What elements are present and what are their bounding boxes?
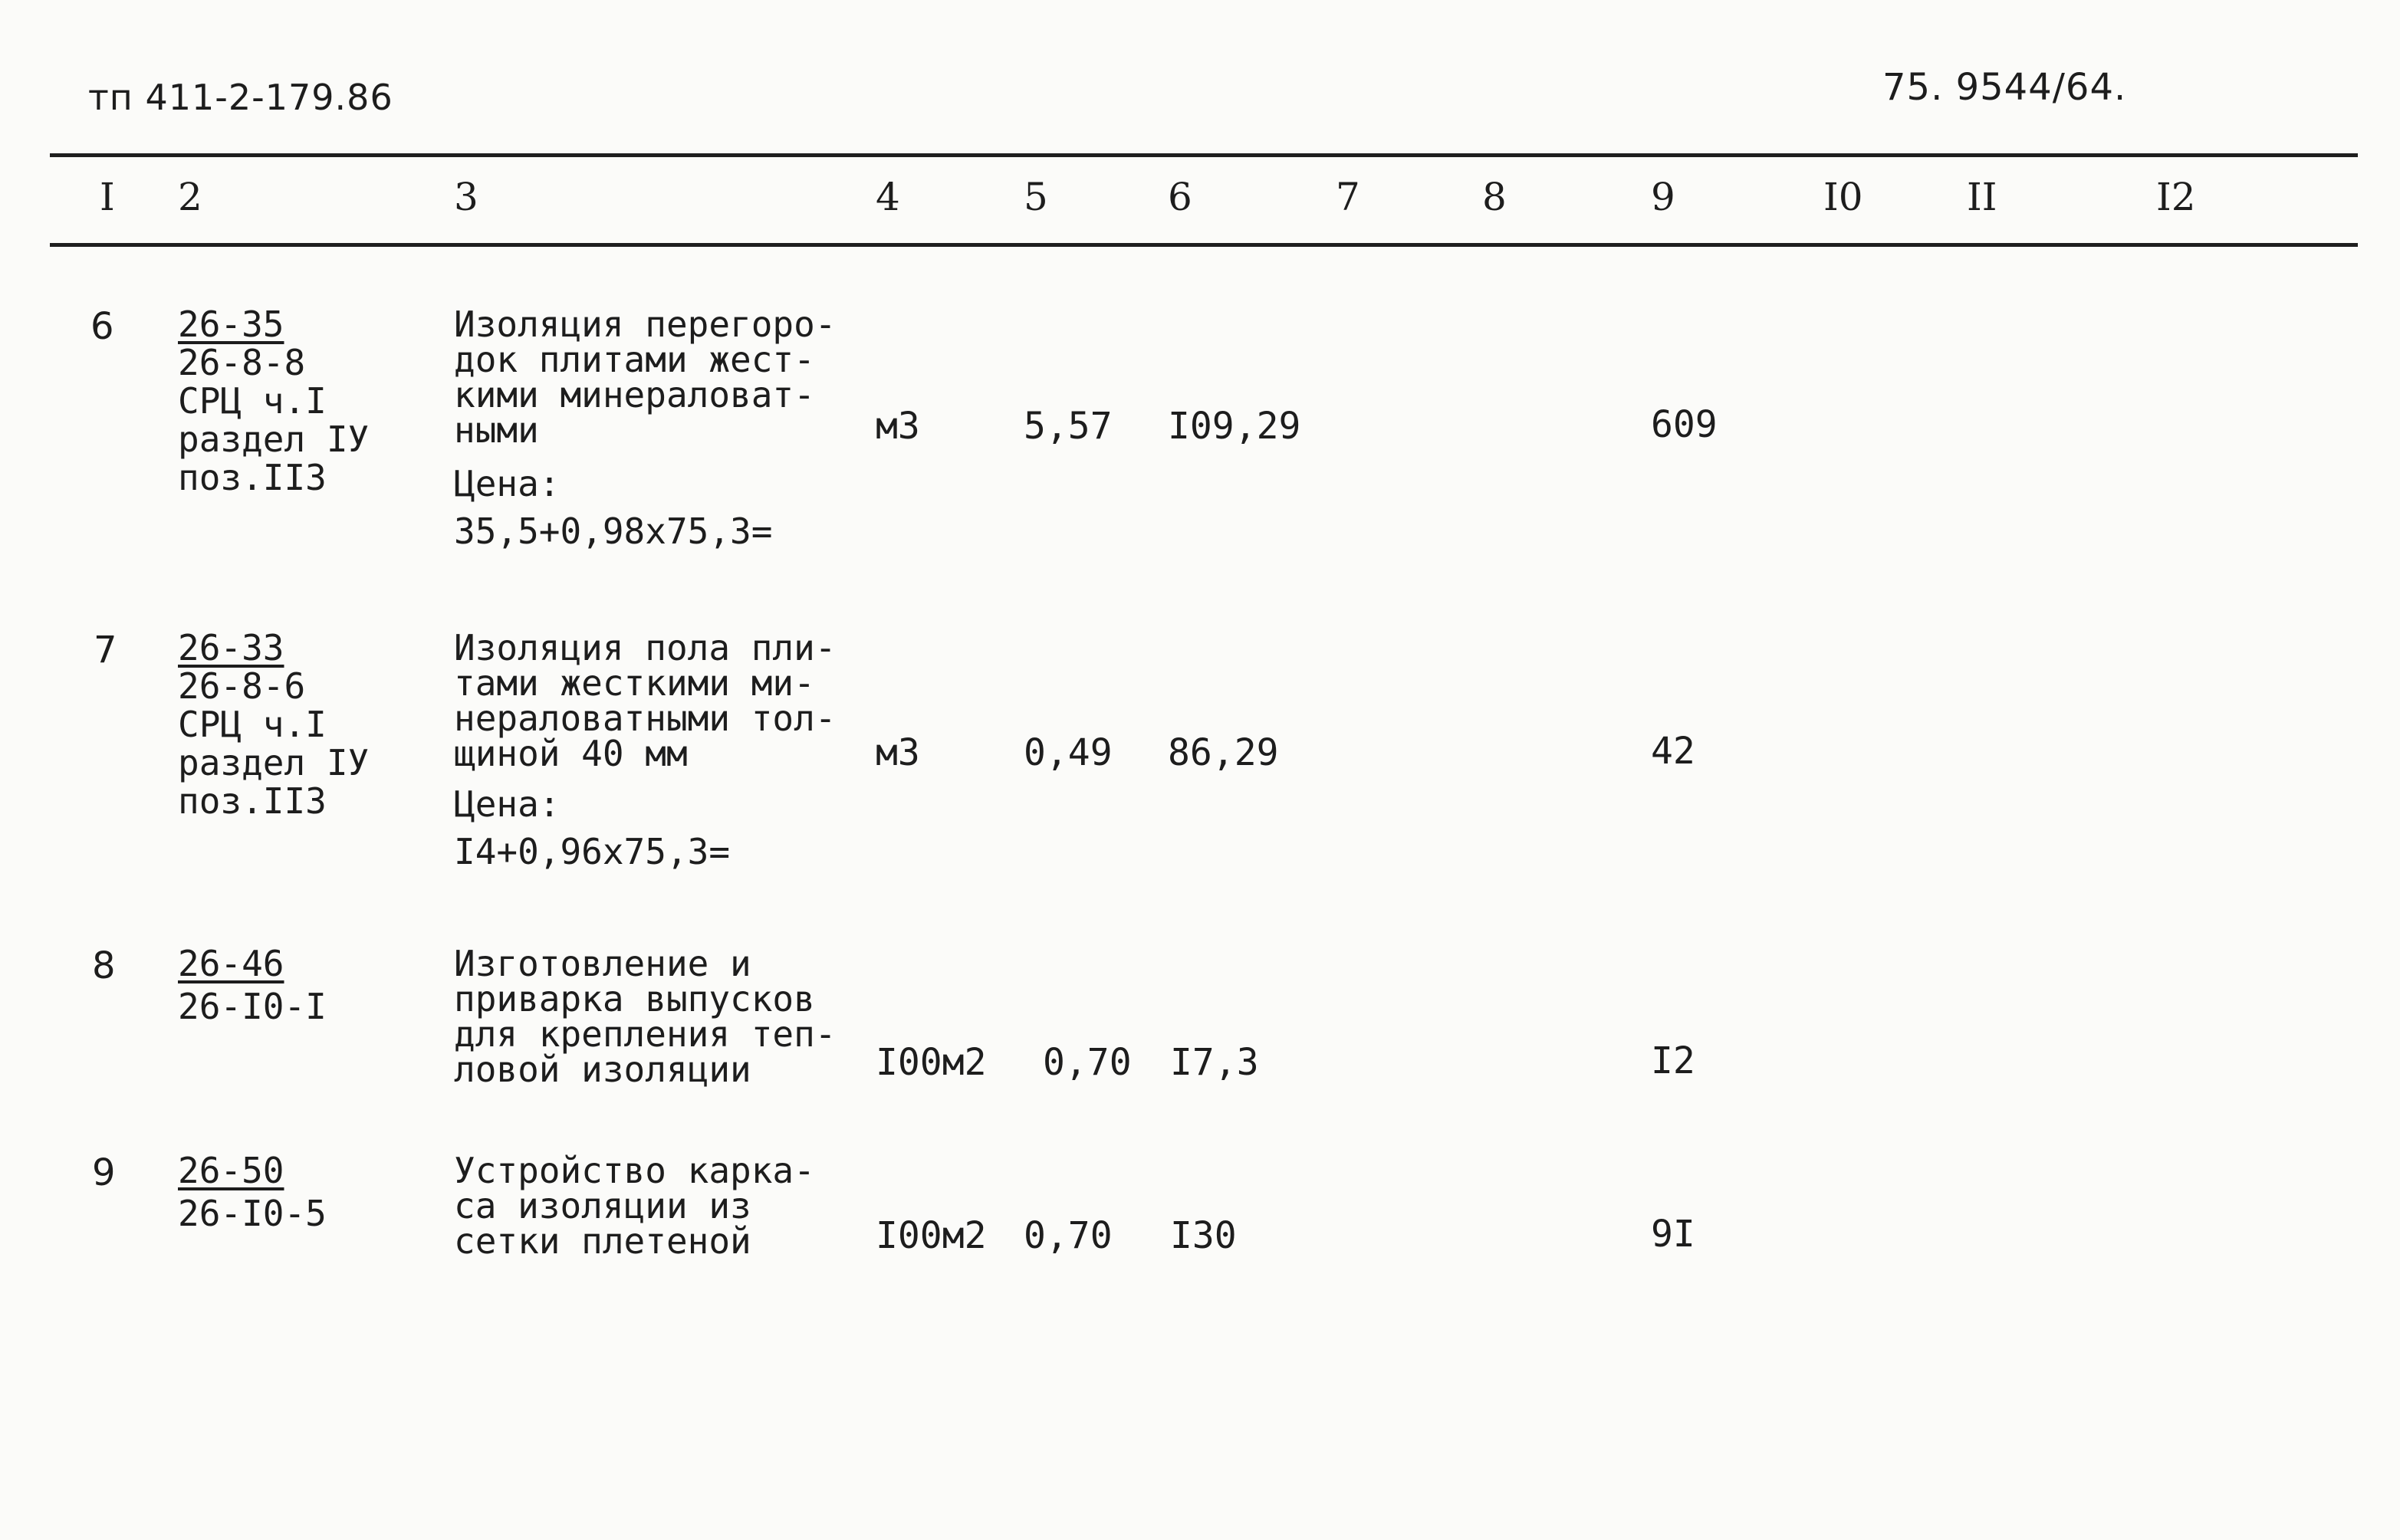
column-header-2: 2 <box>178 175 202 219</box>
description-line: Изоляция пола пли- <box>454 627 837 668</box>
norm-code-line: 26-8-8 <box>178 342 306 383</box>
description-line: приварка выпусков <box>454 978 815 1020</box>
column-header-5: 5 <box>1024 175 1048 219</box>
description-line: сетки плетеной <box>454 1220 751 1262</box>
quantity-cell: 0,70 <box>1024 1214 1113 1257</box>
norm-code <box>178 1151 327 1233</box>
unit-cell: I00м2 <box>876 1214 987 1257</box>
header-rule <box>50 243 2358 247</box>
norm-code <box>178 305 369 497</box>
price-formula: I4+0,96х75,3= <box>454 831 731 872</box>
norm-code-line: раздел IУ <box>178 419 370 460</box>
description-line: Изоляция перегоро- <box>454 304 837 345</box>
description-line: ловой изоляции <box>454 1049 751 1090</box>
column-header-3: 3 <box>454 175 478 219</box>
row-number: 7 <box>94 629 117 671</box>
unit-cell: м3 <box>876 405 920 448</box>
norm-code <box>178 629 369 820</box>
norm-code-main: 26-35 <box>178 304 284 345</box>
description-line: кими минераловат- <box>454 374 815 415</box>
total-cell: 9I <box>1651 1213 1695 1256</box>
description-line: щиной 40 мм <box>454 733 688 774</box>
unit-price-cell: I7,3 <box>1170 1041 1259 1084</box>
norm-code-main: 26-50 <box>178 1150 284 1191</box>
price-label: Цена: <box>454 783 561 825</box>
norm-code-line: СРЦ ч.I <box>178 380 327 422</box>
norm-code <box>178 944 327 1026</box>
norm-code-line: поз.II3 <box>178 780 327 822</box>
norm-code-line: СРЦ ч.I <box>178 704 327 745</box>
column-header-12: I2 <box>2156 175 2196 219</box>
unit-price-cell: 86,29 <box>1168 731 1279 774</box>
description-line: для крепления теп- <box>454 1013 837 1055</box>
unit-cell: м3 <box>876 731 920 774</box>
total-cell: 609 <box>1651 403 1718 446</box>
description-line: тами жесткими ми- <box>454 662 815 704</box>
norm-code-line: 26-I0-I <box>178 986 327 1027</box>
work-description <box>454 627 837 872</box>
norm-code-main: 26-46 <box>178 943 284 984</box>
quantity-cell: 0,70 <box>1043 1041 1132 1084</box>
description-line: са изоляции из <box>454 1185 751 1226</box>
row-number: 8 <box>92 944 116 987</box>
column-header-8: 8 <box>1482 175 1507 219</box>
description-line: Устройство карка- <box>454 1150 815 1191</box>
norm-code-line: раздел IУ <box>178 742 370 783</box>
top-rule <box>50 153 2358 157</box>
row-number: 9 <box>92 1151 116 1194</box>
norm-code-line: 26-8-6 <box>178 665 306 707</box>
total-cell: I2 <box>1651 1039 1695 1082</box>
row-number: 6 <box>90 305 114 348</box>
description-line: ными <box>454 409 539 451</box>
price-label: Цена: <box>454 463 561 504</box>
work-description <box>454 1150 815 1262</box>
description-line: нераловатными тол- <box>454 698 837 739</box>
price-formula: 35,5+0,98х75,3= <box>454 511 773 552</box>
unit-cell: I00м2 <box>876 1041 987 1084</box>
quantity-cell: 0,49 <box>1024 731 1113 774</box>
unit-price-cell: I09,29 <box>1168 405 1301 448</box>
page-reference: 75. 9544/64. <box>1882 66 2127 109</box>
column-header-9: 9 <box>1651 175 1675 219</box>
norm-code-main: 26-33 <box>178 627 284 668</box>
description-line: док плитами жест- <box>454 339 815 380</box>
document-code: тп 411-2-179.86 <box>88 77 393 118</box>
column-header-7: 7 <box>1336 175 1360 219</box>
unit-price-cell: I30 <box>1170 1214 1237 1257</box>
total-cell: 42 <box>1651 730 1695 773</box>
quantity-cell: 5,57 <box>1024 405 1113 448</box>
description-line: Изготовление и <box>454 943 751 984</box>
column-header-6: 6 <box>1168 175 1192 219</box>
norm-code-line: 26-I0-5 <box>178 1193 327 1234</box>
column-header-4: 4 <box>876 175 900 219</box>
column-header-1: I <box>100 175 115 219</box>
column-header-11: II <box>1967 175 1997 219</box>
column-header-10: I0 <box>1823 175 1863 219</box>
work-description <box>454 943 837 1090</box>
norm-code-line: поз.II3 <box>178 457 327 498</box>
work-description <box>454 304 837 552</box>
